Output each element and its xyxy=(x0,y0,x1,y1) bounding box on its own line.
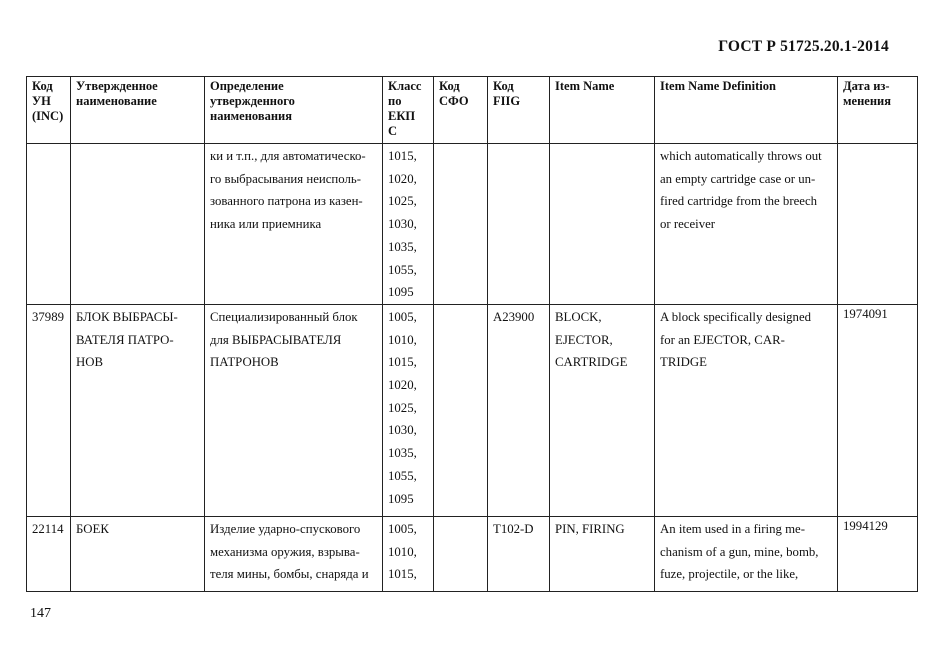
header-text-line: Код xyxy=(439,79,460,93)
cell-text-line: БОЕК xyxy=(76,521,109,536)
header-text-line: Item Name xyxy=(555,79,615,93)
cell-fiig xyxy=(488,516,550,591)
page-number: 147 xyxy=(30,606,51,621)
cell-text-line: an empty cartridge case or un- xyxy=(660,171,816,186)
header-text-line: Item Name Definition xyxy=(660,79,776,93)
cell-text-line: CARTRIDGE xyxy=(555,355,628,370)
header-text-line: УН xyxy=(32,94,51,108)
table-row xyxy=(27,304,918,516)
cell-definition xyxy=(205,516,383,591)
classification-table xyxy=(26,76,918,592)
header-item-name xyxy=(550,77,655,144)
header-text-line: по xyxy=(388,94,402,108)
cell-item-name xyxy=(550,516,655,591)
cell-text-line: 1030, xyxy=(388,217,417,232)
cell-text-line: 1025, xyxy=(388,194,417,209)
cell-sfo xyxy=(434,144,488,305)
cell-text: 22114 xyxy=(32,521,64,536)
header-text-line: Класс xyxy=(388,79,422,93)
cell-item-name xyxy=(550,304,655,516)
cell-text-line: теля мины, бомбы, снаряда и xyxy=(210,567,369,582)
header-text-line: СФО xyxy=(439,94,469,108)
cell-definition xyxy=(205,304,383,516)
cell-text-line: 1015, xyxy=(388,567,417,582)
header-text-line: утвержденного xyxy=(210,94,295,108)
header-fiig xyxy=(488,77,550,144)
cell-text-line: A block specifically designed xyxy=(660,309,812,324)
cell-text-line: 1095 xyxy=(388,491,414,506)
cell-text-line: ника или приемника xyxy=(210,217,322,232)
cell-change-date xyxy=(838,144,918,305)
cell-text: 1994129 xyxy=(843,518,888,533)
table-row xyxy=(27,144,918,305)
cell-sfo xyxy=(434,516,488,591)
cell-item-definition xyxy=(655,144,838,305)
cell-text-line: для ВЫБРАСЫВАТЕЛЯ xyxy=(210,332,342,347)
cell-change-date xyxy=(838,516,918,591)
cell-text-line: An item used in a firing me- xyxy=(660,521,805,536)
cell-definition xyxy=(205,144,383,305)
header-item-definition xyxy=(655,77,838,144)
cell-text-line: 1005, xyxy=(388,521,417,536)
header-definition xyxy=(205,77,383,144)
cell-text-line: механизма оружия, взрыва- xyxy=(210,544,360,559)
cell-text-line: fired cartridge from the breech xyxy=(660,194,818,209)
header-text-line: Код xyxy=(32,79,53,93)
cell-text-line: fuze, projectile, or the like, xyxy=(660,567,799,582)
cell-text-line: 1055, xyxy=(388,262,417,277)
cell-inc xyxy=(27,304,71,516)
cell-text-line: 1005, xyxy=(388,309,417,324)
cell-class xyxy=(383,516,434,591)
cell-text-line: ки и т.п., для автоматическо- xyxy=(210,149,366,163)
cell-item-definition xyxy=(655,304,838,516)
header-approved-name xyxy=(71,77,205,144)
document-standard-code: ГОСТ Р 51725.20.1-2014 xyxy=(718,38,889,55)
cell-text-line: PIN, FIRING xyxy=(555,521,625,536)
cell-inc xyxy=(27,516,71,591)
cell-text-line: ВАТЕЛЯ ПАТРО- xyxy=(76,332,174,347)
cell-text-line: which automatically throws out xyxy=(660,149,822,163)
header-text-line: наименования xyxy=(210,109,293,123)
cell-fiig xyxy=(488,304,550,516)
cell-text-line: for an EJECTOR, CAR- xyxy=(660,332,785,347)
cell-text-line: НОВ xyxy=(76,355,104,370)
cell-text-line: зованного патрона из казен- xyxy=(210,194,363,209)
cell-text-line: 1020, xyxy=(388,378,417,393)
header-inc xyxy=(27,77,71,144)
cell-text-line: 1015, xyxy=(388,355,417,370)
cell-text-line: BLOCK, xyxy=(555,309,602,324)
header-change-date xyxy=(838,77,918,144)
cell-text-line: 1095 xyxy=(388,285,414,300)
cell-change-date xyxy=(838,304,918,516)
header-text-line: наименование xyxy=(76,94,157,108)
cell-text-line: 1035, xyxy=(388,446,417,461)
cell-text-line: Изделие ударно-спускового xyxy=(210,521,361,536)
cell-text-line: Специализированный блок xyxy=(210,309,358,324)
cell-text-line: 1055, xyxy=(388,468,417,483)
cell-item-name xyxy=(550,144,655,305)
header-text-line: Определение xyxy=(210,79,284,93)
table-header-row xyxy=(27,77,918,144)
header-text-line: менения xyxy=(843,94,891,108)
cell-text-line: 1015, xyxy=(388,149,417,163)
cell-text-line: EJECTOR, xyxy=(555,332,613,347)
header-text-line: (INC) xyxy=(32,109,64,123)
table-row xyxy=(27,516,918,591)
cell-approved-name xyxy=(71,516,205,591)
cell-fiig xyxy=(488,144,550,305)
header-class xyxy=(383,77,434,144)
cell-text-line: chanism of a gun, mine, bomb, xyxy=(660,544,819,559)
header-sfo xyxy=(434,77,488,144)
header-text-line: Утвержденное xyxy=(76,79,158,93)
cell-text-line: 1025, xyxy=(388,400,417,415)
cell-sfo xyxy=(434,304,488,516)
cell-text: 1974091 xyxy=(843,306,888,321)
cell-text-line: TRIDGE xyxy=(660,355,707,370)
cell-text: T102-D xyxy=(493,521,534,536)
cell-text-line: БЛОК ВЫБРАСЫ- xyxy=(76,309,178,324)
header-text-line: Код xyxy=(493,79,514,93)
header-text-line: FIIG xyxy=(493,94,521,108)
cell-item-definition xyxy=(655,516,838,591)
cell-text-line: 1010, xyxy=(388,332,417,347)
cell-text-line: or receiver xyxy=(660,217,716,232)
header-text-line: ЕКП xyxy=(388,109,416,123)
cell-text: A23900 xyxy=(493,309,535,324)
header-text-line: Дата из- xyxy=(843,79,890,93)
cell-text-line: ПАТРОНОВ xyxy=(210,355,279,370)
cell-text-line: 1035, xyxy=(388,239,417,254)
cell-text-line: 1020, xyxy=(388,171,417,186)
cell-text: 37989 xyxy=(32,309,64,324)
cell-approved-name xyxy=(71,144,205,305)
cell-text-line: 1010, xyxy=(388,544,417,559)
cell-text-line: го выбрасывания неисполь- xyxy=(210,171,361,186)
cell-class xyxy=(383,304,434,516)
cell-class xyxy=(383,144,434,305)
cell-approved-name xyxy=(71,304,205,516)
cell-text-line: 1030, xyxy=(388,423,417,438)
header-text-line: С xyxy=(388,124,398,138)
cell-inc xyxy=(27,144,71,305)
